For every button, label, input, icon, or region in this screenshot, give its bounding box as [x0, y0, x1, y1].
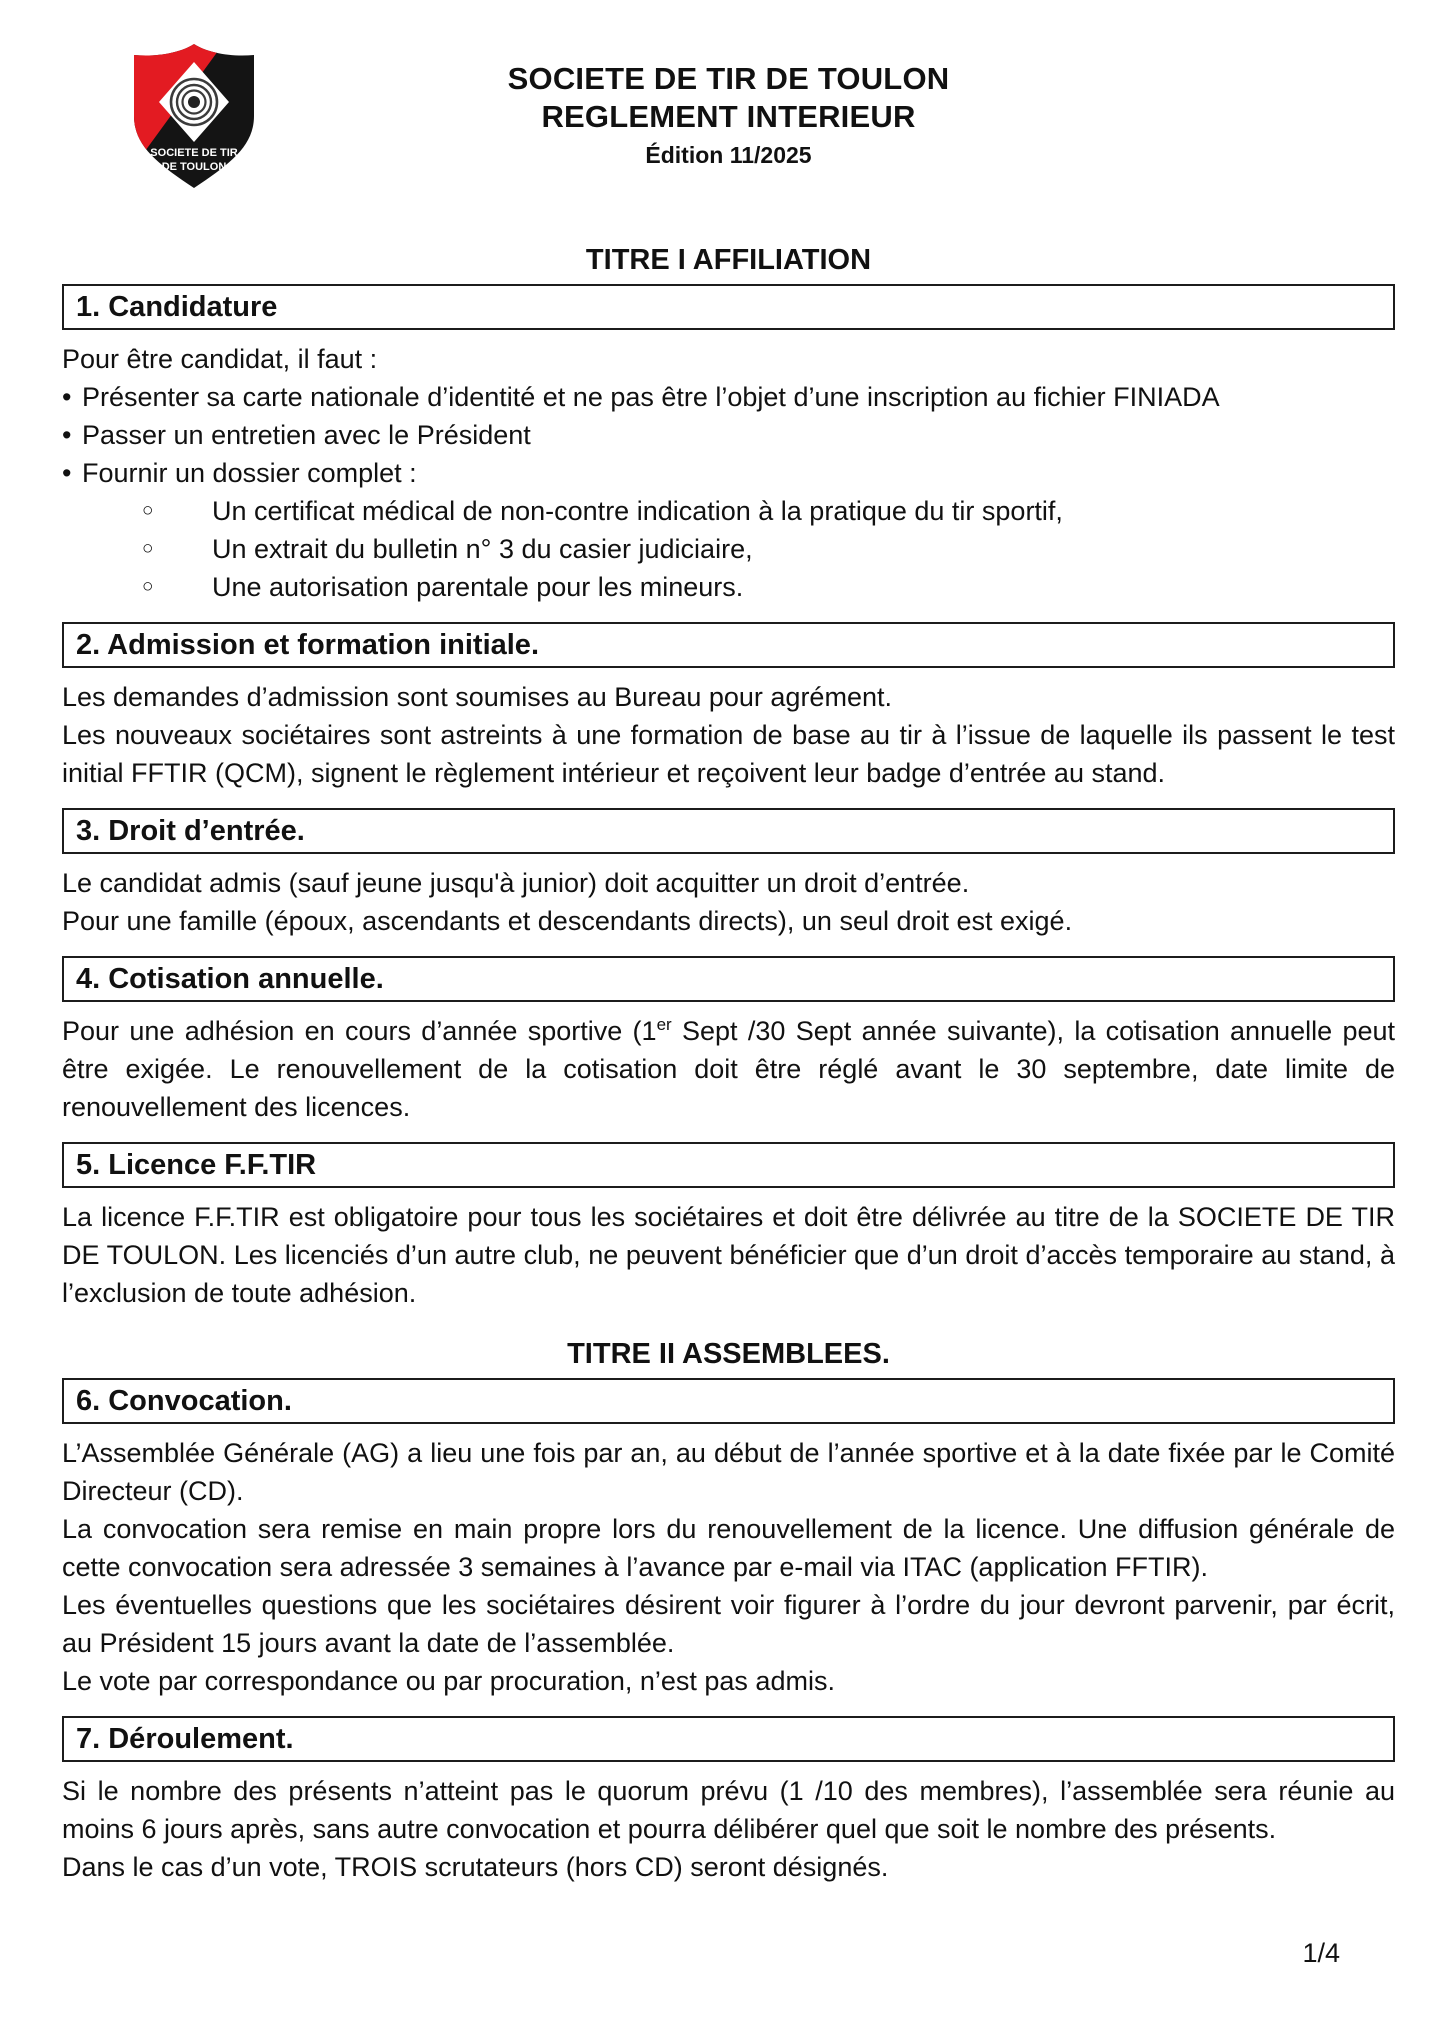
section-4-heading-label: 4. Cotisation annuelle. — [76, 963, 384, 995]
paragraph: Le candidat admis (sauf jeune jusqu'à junior) doit acquitter un droit d’entrée. — [62, 868, 970, 898]
circle-bullet-icon: ○ — [142, 576, 154, 597]
paragraph: Les éventuelles questions que les sociétaires désirent voir figurer à l’ordre du jour devront parvenir, par écrit, au Président 15 jours avant la date de l’assemblée. — [62, 1590, 1395, 1658]
bullet-icon: • — [62, 458, 72, 488]
paragraph: Dans le cas d’un vote, TROIS scrutateurs (hors CD) seront désignés. — [62, 1852, 889, 1882]
bullet-text: Fournir un dossier complet : — [82, 458, 417, 488]
section-candidature — [62, 284, 1395, 606]
bullet-icon: • — [62, 382, 72, 412]
titre-1-heading: TITRE I AFFILIATION — [585, 244, 872, 276]
sub-list-item — [62, 530, 1395, 568]
section-1-heading — [62, 284, 1395, 330]
paragraph: L’Assemblée Générale (AG) a lieu une fois par an, au début de l’année sportive et à la date fixée par le Comité Directeur (CD). — [62, 1438, 1395, 1506]
bullet-text: Présenter sa carte nationale d’identité et ne pas être l’objet d’une inscription au fichier FINIADA — [82, 382, 1220, 412]
section-4-heading — [62, 956, 1395, 1002]
paragraph-text: Sept /30 Sept année suivante), la cotisation annuelle peut être exigée. Le renouvellement de la cotisation doit être réglé avant le 30 septembre, date limite de renouvellement des licences. — [62, 1016, 1395, 1122]
paragraph: Pour une famille (époux, ascendants et descendants directs), un seul droit est exigé. — [62, 906, 1073, 936]
club-logo — [124, 40, 264, 192]
section-6-heading — [62, 1378, 1395, 1424]
paragraph: La convocation sera remise en main propre lors du renouvellement de la licence. Une diffusion générale de cette convocation sera adressée 3 semaines à l’avance par e-mail via ITAC (application FFTIR). — [62, 1514, 1395, 1582]
section-7-heading — [62, 1716, 1395, 1762]
sub-bullet-text: Un certificat médical de non-contre indication à la pratique du tir sportif, — [212, 496, 1063, 526]
bullet-text: Passer un entretien avec le Président — [82, 420, 531, 450]
section-5-heading — [62, 1142, 1395, 1188]
logo-text-line1: SOCIETE DE TIR — [150, 147, 238, 159]
edition-label: Édition 11/2025 — [645, 142, 812, 168]
paragraph: Si le nombre des présents n’atteint pas le quorum prévu (1 /10 des membres), l’assemblée sera réunie au moins 6 jours après, sans autre convocation et pourra délibérer quel que soit le nombre des présents. — [62, 1776, 1395, 1844]
titre-2-heading: TITRE II ASSEMBLEES. — [567, 1338, 890, 1370]
section-licence — [62, 1142, 1395, 1312]
section-cotisation — [62, 956, 1395, 1126]
section-7-heading-label: 7. Déroulement. — [76, 1723, 294, 1755]
section-6-heading-label: 6. Convocation. — [76, 1385, 292, 1417]
superscript-er: er — [656, 1015, 672, 1034]
section-5-heading-label: 5. Licence F.F.TIR — [76, 1149, 317, 1181]
document-header — [62, 40, 1395, 242]
circle-bullet-icon: ○ — [142, 500, 154, 521]
paragraph: La licence F.F.TIR est obligatoire pour tous les sociétaires et doit être délivrée au titre de la SOCIETE DE TIR DE TOULON. Les licenciés d’un autre club, ne peuvent bénéficier que d’un droit d’accès temporaire au stand, à l’exclusion de toute adhésion. — [62, 1202, 1395, 1308]
section-convocation — [62, 1378, 1395, 1700]
page-number: 1/4 — [1302, 1938, 1340, 1968]
section-1-intro: Pour être candidat, il faut : — [62, 344, 378, 374]
list-item — [62, 454, 1395, 492]
bullet-icon: • — [62, 420, 72, 450]
sub-bullet-text: Un extrait du bulletin n° 3 du casier judiciaire, — [212, 534, 753, 564]
section-2-heading — [62, 622, 1395, 668]
section-1-heading-label: 1. Candidature — [76, 291, 278, 323]
section-3-heading-label: 3. Droit d’entrée. — [76, 815, 305, 847]
document-subtitle: REGLEMENT INTERIEUR — [541, 99, 916, 134]
section-admission — [62, 622, 1395, 792]
list-item — [62, 416, 1395, 454]
list-item — [62, 378, 1395, 416]
sub-list-item — [62, 568, 1395, 606]
sub-list-item — [62, 492, 1395, 530]
section-2-heading-label: 2. Admission et formation initiale. — [76, 629, 539, 661]
section-3-heading — [62, 808, 1395, 854]
paragraph: Le vote par correspondance ou par procuration, n’est pas admis. — [62, 1666, 835, 1696]
section-droit-entree — [62, 808, 1395, 940]
paragraph: Les nouveaux sociétaires sont astreints à une formation de base au tir à l’issue de laquelle ils passent le test initial FFTIR (QCM), signent le règlement intérieur et reçoivent leur badge d’entrée au stand. — [62, 720, 1395, 788]
paragraph-text: Pour une adhésion en cours d’année sportive (1 — [62, 1016, 657, 1046]
paragraph: Les demandes d’admission sont soumises au Bureau pour agrément. — [62, 682, 892, 712]
circle-bullet-icon: ○ — [142, 538, 154, 559]
logo-text-line2: DE TOULON — [161, 161, 227, 173]
section-deroulement — [62, 1716, 1395, 1886]
shield-target-icon — [124, 40, 264, 192]
paragraph — [62, 1012, 1395, 1126]
sub-bullet-text: Une autorisation parentale pour les mineurs. — [212, 572, 744, 602]
document-title: SOCIETE DE TIR DE TOULON — [507, 61, 950, 96]
